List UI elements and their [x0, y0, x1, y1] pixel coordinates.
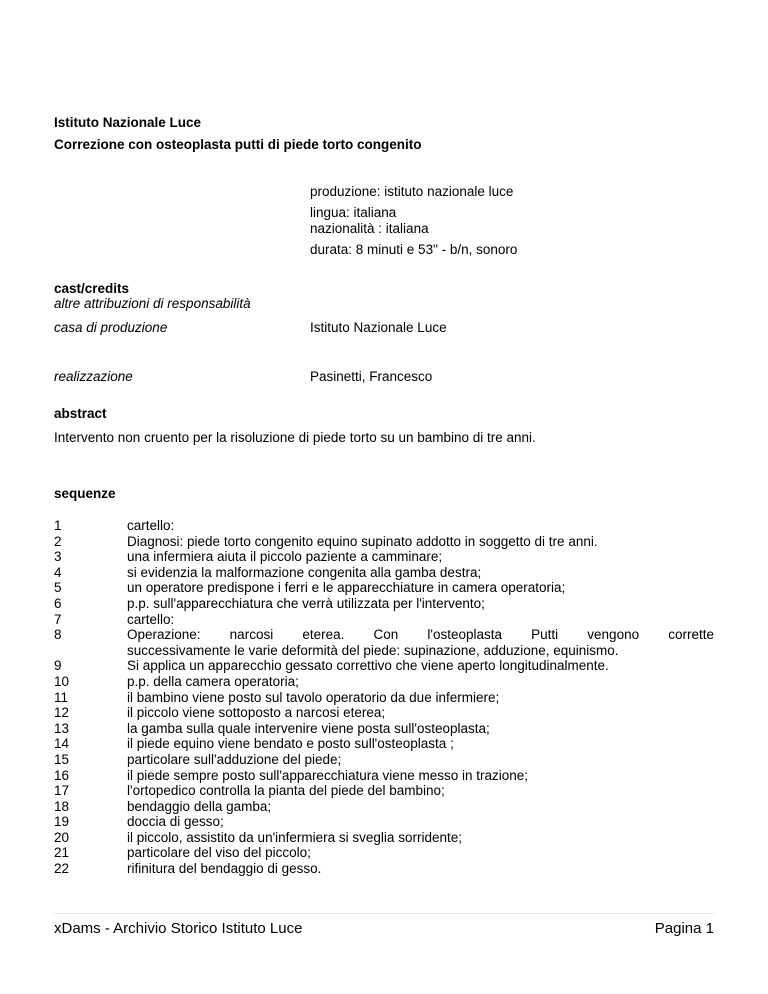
sequence-text: Si applica un apparecchio gessato correttivo che viene aperto longitudinalmente.: [127, 658, 609, 674]
sequence-number: 17: [54, 783, 70, 799]
sequence-text: l'ortopedico controlla la pianta del piede del bambino;: [127, 783, 445, 799]
sequence-item: [54, 580, 714, 596]
sequence-number: 2: [54, 533, 62, 549]
sequence-text: particolare del viso del piccolo;: [127, 845, 311, 861]
sequence-text: cartello:: [127, 611, 175, 627]
sequence-number: 9: [54, 658, 62, 674]
sequences-heading: sequenze: [54, 486, 116, 501]
sequence-text: cartello:: [127, 518, 175, 533]
sequence-number: 4: [54, 564, 62, 580]
document-title: Correzione con osteoplasta putti di piede torto congenito: [54, 137, 422, 152]
sequence-list: [54, 518, 714, 877]
sequence-text: la gamba sulla quale intervenire viene posta sull'osteoplasta;: [127, 720, 490, 736]
sequence-number: 7: [54, 611, 62, 627]
sequence-text-continuation: successivamente le varie deformità del piede: supinazione, adduzione, equinismo.: [127, 642, 619, 658]
sequence-text: il piccolo viene sottoposto a narcosi eterea;: [127, 705, 386, 721]
sequence-text: rifinitura del bendaggio di gesso.: [127, 861, 322, 877]
sequence-item: [54, 596, 714, 612]
sequence-number: 22: [54, 861, 70, 877]
sequence-item: [54, 736, 714, 752]
sequence-number: 5: [54, 580, 62, 596]
institute-name: Istituto Nazionale Luce: [54, 115, 202, 130]
sequence-item: [54, 690, 714, 706]
metadata-block: [310, 184, 517, 258]
sequence-item: [54, 549, 714, 565]
sequence-number: 6: [54, 595, 62, 611]
sequence-item: [54, 814, 714, 830]
sequence-number: 8: [54, 627, 62, 643]
credit-value: Pasinetti, Francesco: [310, 369, 433, 384]
sequence-text: bendaggio della gamba;: [127, 798, 272, 814]
sequence-item: [54, 799, 714, 815]
cast-subheading: altre attribuzioni di responsabilità: [54, 296, 251, 311]
sequence-text: il bambino viene posto sul tavolo operatorio da due infermiere;: [127, 689, 500, 705]
sequence-text: il piede equino viene bendato e posto sull'osteoplasta ;: [127, 736, 454, 752]
sequence-item: [54, 768, 714, 784]
sequence-item: [54, 612, 714, 628]
meta-nazionalita: nazionalità : italiana: [310, 221, 429, 236]
sequence-number: 16: [54, 767, 70, 783]
sequence-item: [54, 705, 714, 721]
sequence-item: [54, 534, 714, 550]
sequence-text: un operatore predispone i ferri e le apparecchiature in camera operatoria;: [127, 580, 566, 596]
sequence-item: [54, 830, 714, 846]
sequence-number: 13: [54, 720, 70, 736]
meta-produzione: produzione: istituto nazionale luce: [310, 184, 514, 199]
sequence-item: [54, 627, 714, 643]
credit-label: realizzazione: [54, 369, 133, 384]
sequence-item: [54, 658, 714, 674]
sequence-number: 19: [54, 814, 70, 830]
page-number: Pagina 1: [654, 920, 714, 937]
sequence-text: Diagnosi: piede torto congenito equino supinato addotto in soggetto di tre anni.: [127, 533, 598, 549]
sequence-number: 15: [54, 751, 70, 767]
sequence-item: [54, 565, 714, 581]
sequence-number: 3: [54, 549, 62, 565]
sequence-text: una infermiera aiuta il piccolo paziente a camminare;: [127, 549, 443, 565]
sequence-number: 1: [54, 518, 62, 533]
sequence-number: 14: [54, 736, 70, 752]
sequence-text: p.p. sull'apparecchiatura che verrà utilizzata per l'intervento;: [127, 595, 485, 611]
sequence-number: 20: [54, 829, 70, 845]
meta-durata: durata: 8 minuti e 53" - b/n, sonoro: [310, 242, 518, 257]
sequence-text: si evidenzia la malformazione congenita alla gamba destra;: [127, 564, 482, 580]
sequence-text: il piede sempre posto sull'apparecchiatura viene messo in trazione;: [127, 767, 529, 783]
sequence-item: [54, 674, 714, 690]
meta-lingua: lingua: italiana: [310, 205, 397, 220]
sequence-number: 21: [54, 845, 70, 861]
footer-source: xDams - Archivio Storico Istituto Luce: [54, 920, 303, 937]
footer-divider: [54, 913, 714, 914]
sequence-text: il piccolo, assistito da un'infermiera si sveglia sorridente;: [127, 829, 462, 845]
credit-value: Istituto Nazionale Luce: [310, 320, 447, 335]
sequence-number: 12: [54, 705, 70, 721]
sequence-item: [54, 518, 714, 534]
cast-heading: cast/credits: [54, 281, 130, 296]
abstract-heading: abstract: [54, 406, 107, 421]
sequence-number: 18: [54, 798, 70, 814]
sequence-text: doccia di gesso;: [127, 814, 224, 830]
sequence-item: [54, 861, 714, 877]
sequence-text: p.p. della camera operatoria;: [127, 673, 299, 689]
sequence-item: [54, 752, 714, 768]
sequence-number: 11: [54, 689, 69, 705]
abstract-text: Intervento non cruento per la risoluzione di piede torto su un bambino di tre anni.: [54, 430, 536, 445]
sequence-item: [54, 783, 714, 799]
sequence-text: particolare sull'adduzione del piede;: [127, 751, 342, 767]
sequence-text: Operazione: narcosi eterea. Con l'osteoplasta Putti vengono corrette: [127, 627, 714, 643]
sequence-item: [54, 721, 714, 737]
sequence-number: 10: [54, 673, 70, 689]
sequence-item: [54, 845, 714, 861]
credit-label: casa di produzione: [54, 320, 168, 335]
